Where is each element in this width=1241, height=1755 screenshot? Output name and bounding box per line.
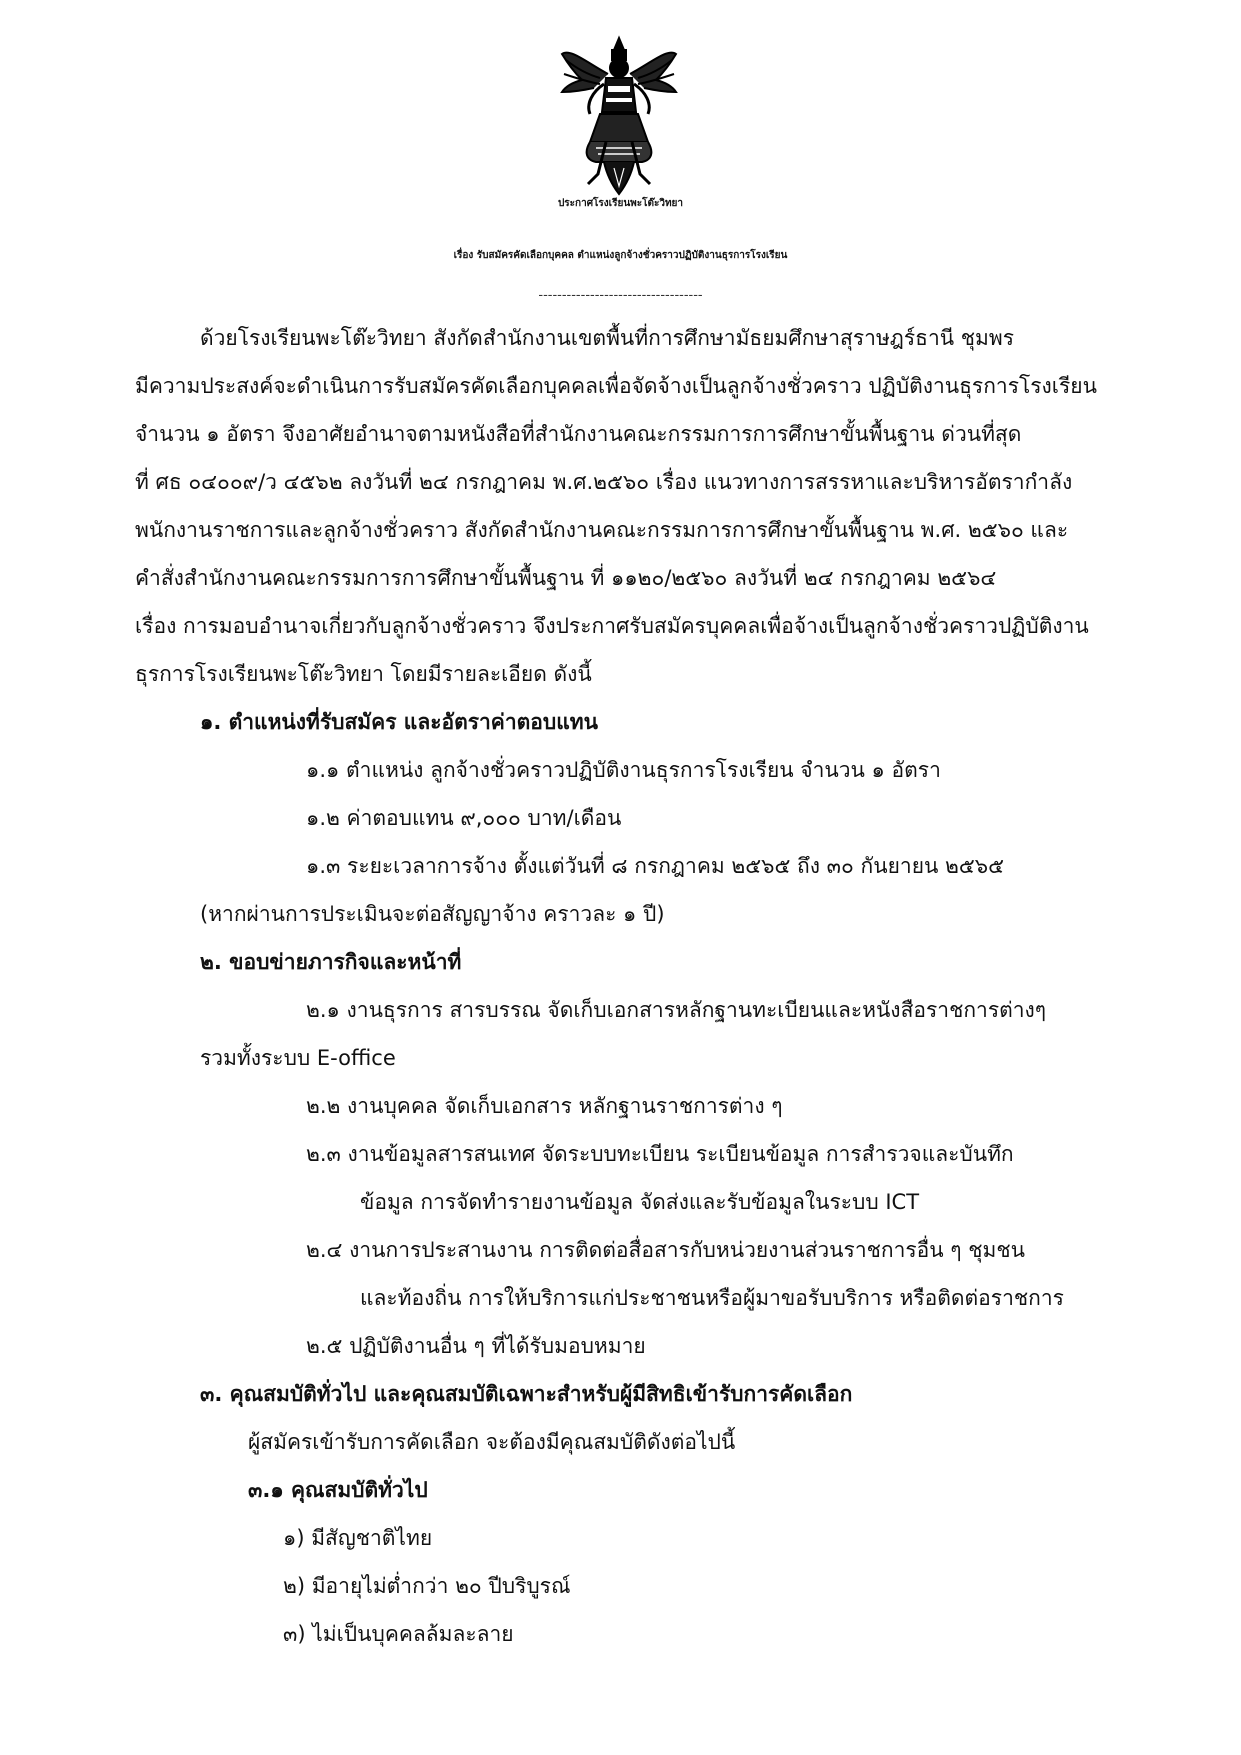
section-1-note: (หากผ่านการประเมินจะต่อสัญญาจ้าง คราวละ ๑ ปี) <box>200 902 665 926</box>
section-2-item: ๒.๔ งานการประสานงาน การติดต่อสื่อสารกับหน่วยงานส่วนราชการอื่น ๆ ชุมชน <box>306 1238 1025 1262</box>
section-3-1-heading: ๓.๑ คุณสมบัติทั่วไป <box>248 1478 428 1502</box>
intro-line: คำสั่งสำนักงานคณะกรรมการการศึกษาขั้นพื้นฐาน ที่ ๑๑๒๐/๒๕๖๐ ลงวันที่ ๒๔ กรกฎาคม ๒๕๖๔ <box>135 566 997 590</box>
qualification-item: ๒) มีอายุไม่ต่ำกว่า ๒๐ ปีบริบูรณ์ <box>283 1574 571 1598</box>
section-2-item: ๒.๒ งานบุคคล จัดเก็บเอกสาร หลักฐานราชการต่าง ๆ <box>306 1094 783 1118</box>
intro-line: ที่ ศธ ๐๔๐๐๙/ว ๔๕๖๒ ลงวันที่ ๒๔ กรกฎาคม พ.ศ.๒๕๖๐ เรื่อง แนวทางการสรรหาและบริหารอัตรากำลัง <box>135 470 1073 494</box>
garuda-emblem-icon <box>556 34 682 196</box>
separator-line: ----------------------------------- <box>538 288 703 303</box>
intro-line: ธุรการโรงเรียนพะโต๊ะวิทยา โดยมีรายละเอียด ดังนี้ <box>135 662 592 686</box>
section-3-heading: ๓. คุณสมบัติทั่วไป และคุณสมบัติเฉพาะสำหรับผู้มีสิทธิเข้ารับการคัดเลือก <box>200 1382 853 1406</box>
section-1-item: ๑.๑ ตำแหน่ง ลูกจ้างชั่วคราวปฏิบัติงานธุรการโรงเรียน จำนวน ๑ อัตรา <box>306 758 941 782</box>
qualification-item: ๓) ไม่เป็นบุคคลล้มละลาย <box>283 1622 514 1646</box>
section-2-item-continuation: รวมทั้งระบบ E-office <box>200 1046 396 1070</box>
section-2-item-continuation: ข้อมูล การจัดทำรายงานข้อมูล จัดส่งและรับข้อมูลในระบบ ICT <box>360 1190 920 1214</box>
intro-line: ด้วยโรงเรียนพะโต๊ะวิทยา สังกัดสำนักงานเขตพื้นที่การศึกษามัธยมศึกษาสุราษฎร์ธานี ชุมพร <box>200 326 1015 350</box>
section-2-heading: ๒. ขอบข่ายภารกิจและหน้าที่ <box>200 950 462 974</box>
qualification-item: ๑) มีสัญชาติไทย <box>283 1526 433 1550</box>
section-2-item: ๒.๓ งานข้อมูลสารสนเทศ จัดระบบทะเบียน ระเบียนข้อมูล การสำรวจและบันทึก <box>306 1142 1014 1166</box>
section-2-item-continuation: และท้องถิ่น การให้บริการแก่ประชาชนหรือผู้มาขอรับบริการ หรือติดต่อราชการ <box>360 1286 1064 1310</box>
section-2-item: ๒.๑ งานธุรการ สารบรรณ จัดเก็บเอกสารหลักฐานทะเบียนและหนังสือราชการต่างๆ <box>306 998 1047 1022</box>
section-1-heading: ๑. ตำแหน่งที่รับสมัคร และอัตราค่าตอบแทน <box>200 710 598 734</box>
intro-line: พนักงานราชการและลูกจ้างชั่วคราว สังกัดสำนักงานคณะกรรมการการศึกษาขั้นพื้นฐาน พ.ศ. ๒๕๖๐ และ <box>135 518 1069 542</box>
section-2-item: ๒.๕ ปฏิบัติงานอื่น ๆ ที่ได้รับมอบหมาย <box>306 1334 646 1358</box>
intro-line: จำนวน ๑ อัตรา จึงอาศัยอำนาจตามหนังสือที่สำนักงานคณะกรรมการการศึกษาขั้นพื้นฐาน ด่วนที่สุด <box>135 422 1022 446</box>
section-3-lead: ผู้สมัครเข้ารับการคัดเลือก จะต้องมีคุณสมบัติดังต่อไปนี้ <box>248 1430 736 1454</box>
announcement-title: ประกาศโรงเรียนพะโต๊ะวิทยา <box>557 198 684 209</box>
intro-line: มีความประสงค์จะดำเนินการรับสมัครคัดเลือกบุคคลเพื่อจัดจ้างเป็นลูกจ้างชั่วคราว ปฏิบัติงานธุรการโรงเรียน <box>135 374 1097 398</box>
section-1-item: ๑.๓ ระยะเวลาการจ้าง ตั้งแต่วันที่ ๘ กรกฎาคม ๒๕๖๕ ถึง ๓๐ กันยายน ๒๕๖๕ <box>306 854 1004 878</box>
intro-line: เรื่อง การมอบอำนาจเกี่ยวกับลูกจ้างชั่วคราว จึงประกาศรับสมัครบุคคลเพื่อจ้างเป็นลูกจ้างชั่วคราวปฏิบัติงาน <box>135 614 1089 638</box>
announcement-subject: เรื่อง รับสมัครคัดเลือกบุคคล ตำแหน่งลูกจ้างชั่วคราวปฏิบัติงานธุรการโรงเรียน <box>453 250 788 261</box>
section-1-item: ๑.๒ ค่าตอบแทน ๙,๐๐๐ บาท/เดือน <box>306 806 622 830</box>
